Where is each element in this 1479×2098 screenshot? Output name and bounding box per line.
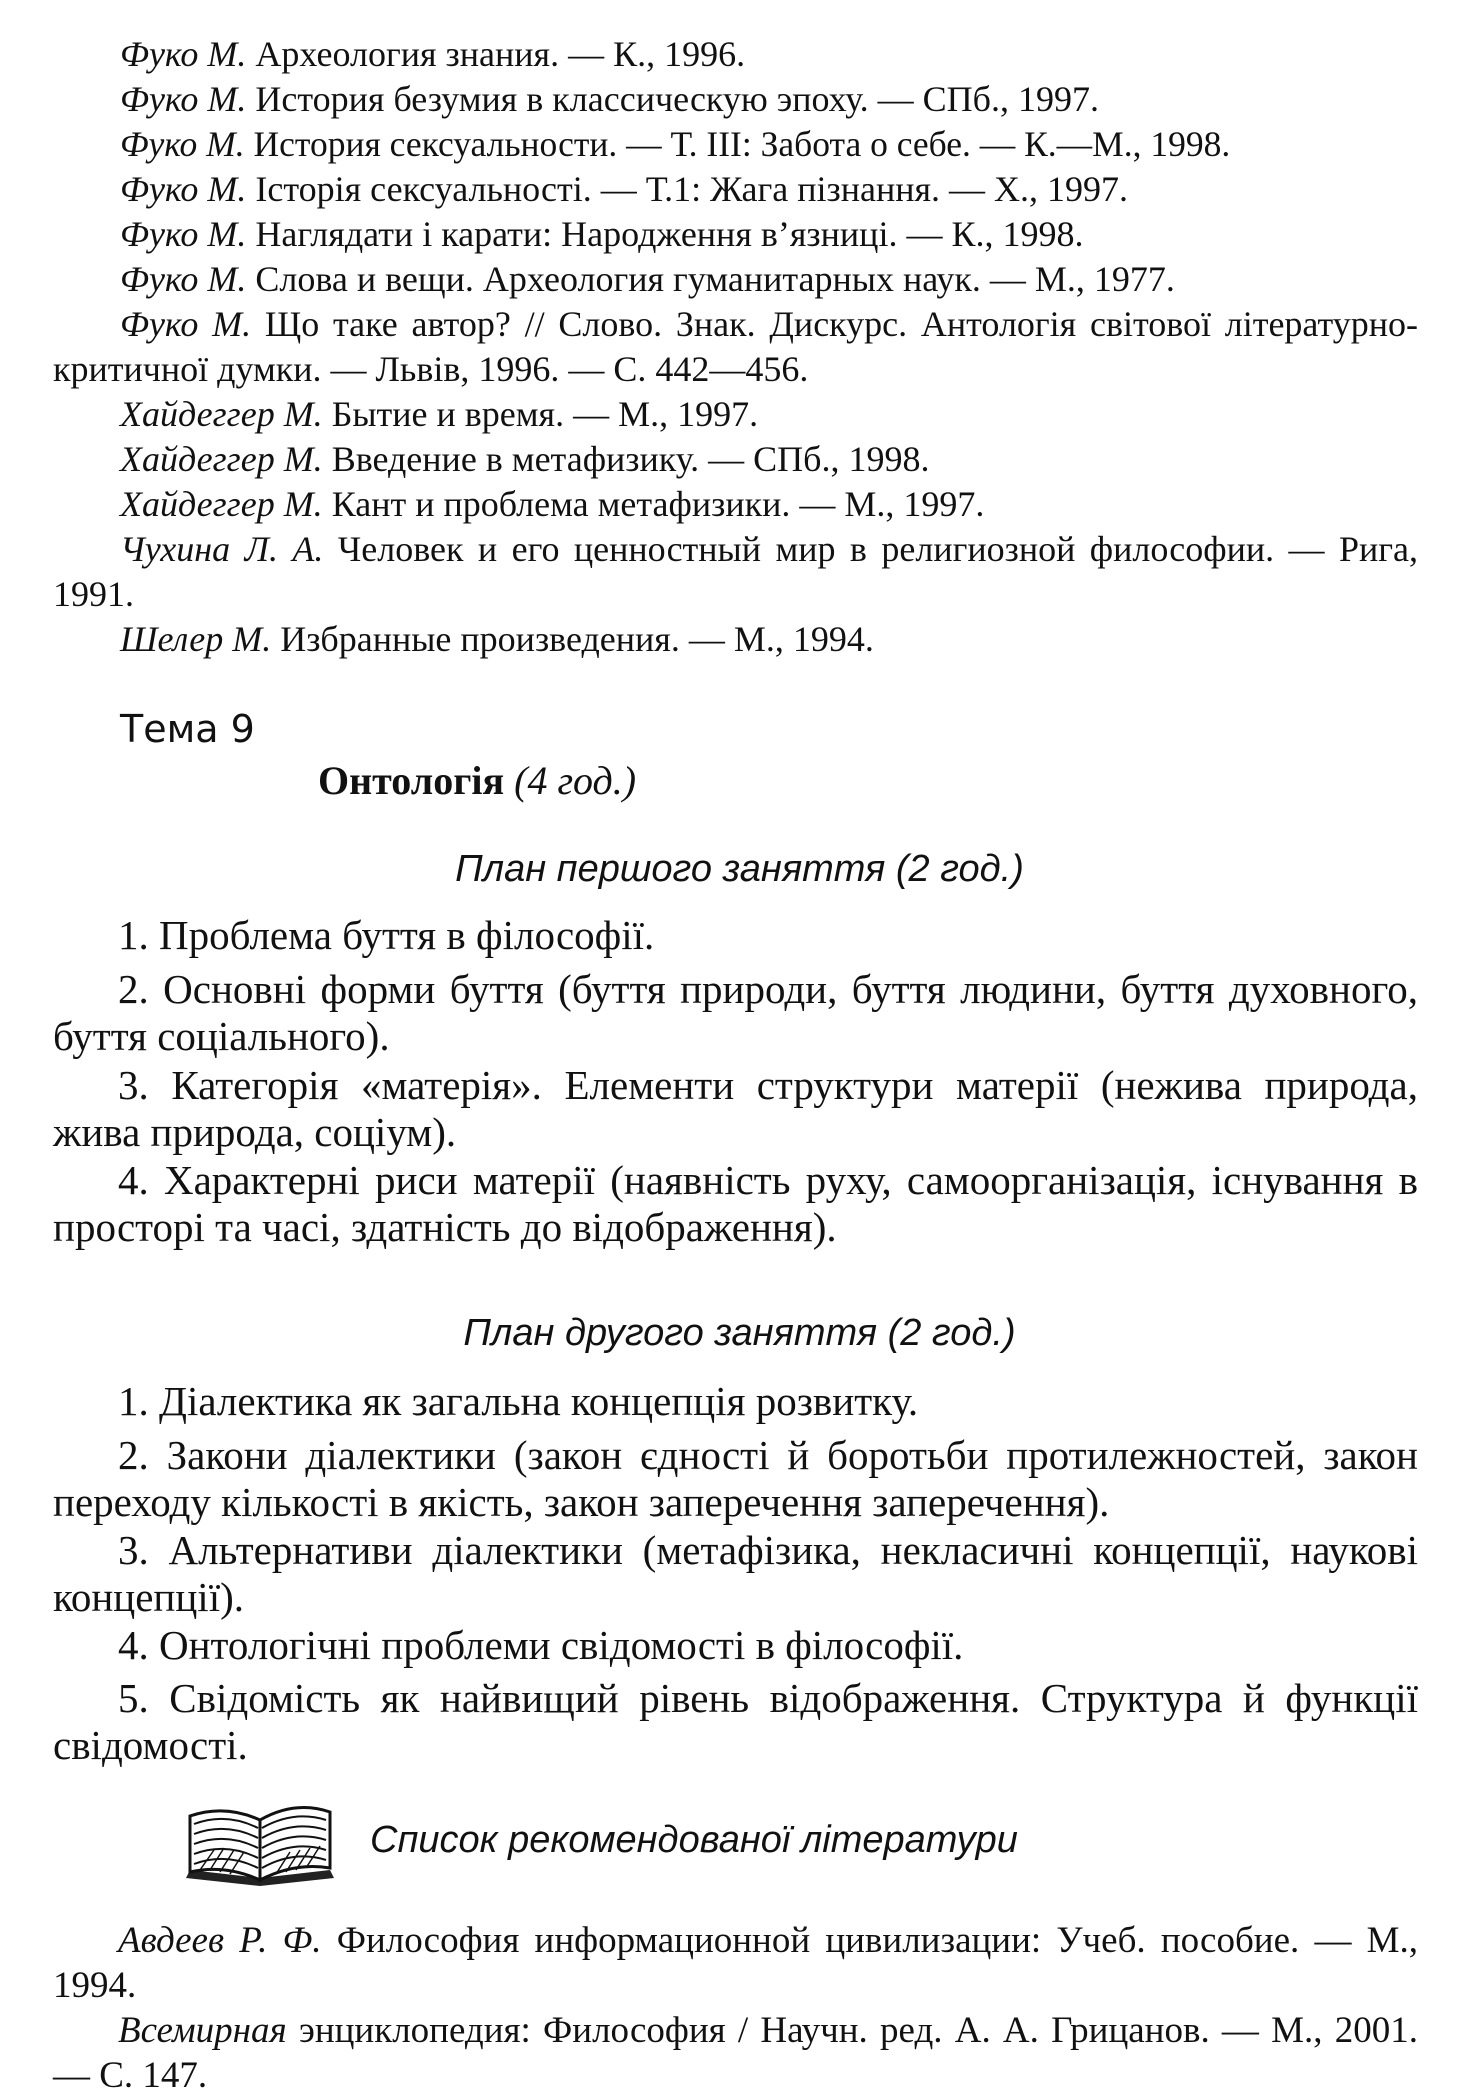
plan-first-item: 3. Категорія «матерія». Елементи структури матерії (нежива природа, жива природа, соціум).	[53, 1062, 1418, 1155]
reference-item: Фуко М. История сексуальности. — Т. III: Забота о себе. — К.—М., 1998.	[120, 124, 1231, 164]
literature-heading	[180, 1790, 1018, 1890]
reference-item: Шелер М. Избранные произведения. — М., 1994.	[120, 619, 874, 659]
plan-second-item: 5. Свідомість як найвищий рівень відображення. Структура й функції свідомості.	[53, 1675, 1418, 1768]
literature-item: Авдеев Р. Ф. Философия информационной цивилизации: Учеб. пособие. — М., 1994.	[53, 1920, 1419, 2006]
plan-second-item: 2. Закони діалектики (закон єдності й боротьби протилежностей, закон переходу кількості в якість, закон заперечення заперечення).	[53, 1432, 1418, 1525]
reference-item: Хайдеггер М. Кант и проблема метафизики. — М., 1997.	[120, 484, 985, 524]
reference-item: Фуко М. Наглядати і карати: Народження в’язниці. — К., 1998.	[120, 214, 1084, 254]
open-book-icon	[180, 1790, 340, 1890]
reference-item: Хайдеггер М. Введение в метафизику. — СПб., 1998.	[120, 439, 930, 479]
reference-item: Фуко М. Археология знания. — К., 1996.	[120, 34, 746, 74]
plan-second-item: 4. Онтологічні проблеми свідомості в філософії.	[118, 1622, 964, 1668]
reference-item: Фуко М. Що таке автор? // Слово. Знак. Дискурс. Антологія світової літературно-критичної думки. — Львів, 1996. — С. 442—456.	[53, 304, 1418, 389]
topic-label: Тема 9	[120, 707, 255, 751]
plan-second-item: 1. Діалектика як загальна концепція розвитку.	[118, 1378, 919, 1424]
literature-heading-text: Список рекомендованої літератури	[370, 1818, 1018, 1861]
literature-item: Всемирная энциклопедия: Философия / Научн. ред. А. А. Грицанов. — М., 2001. — С. 147.	[53, 2010, 1418, 2096]
plan-first-item: 1. Проблема буття в філософії.	[118, 912, 655, 958]
section-hours: (4 год.)	[514, 758, 637, 803]
plan-first-item: 4. Характерні риси матерії (наявність руху, самоорганізація, існування в просторі та часі, здатність до відображення).	[53, 1157, 1418, 1250]
plan-second-heading: План другого заняття (2 год.)	[463, 1312, 1016, 1354]
plan-first-item: 2. Основні форми буття (буття природи, буття людини, буття духовного, буття соціального).	[53, 966, 1418, 1059]
reference-item: Фуко М. Історія сексуальності. — Т.1: Жага пізнання. — Х., 1997.	[120, 169, 1129, 209]
reference-item: Фуко М. Слова и вещи. Археология гуманитарных наук. — М., 1977.	[120, 259, 1175, 299]
section-title	[318, 757, 636, 804]
reference-item: Фуко М. История безумия в классическую эпоху. — СПб., 1997.	[120, 79, 1099, 119]
reference-item: Хайдеггер М. Бытие и время. — М., 1997.	[120, 394, 759, 434]
plan-first-heading: План першого заняття (2 год.)	[455, 848, 1024, 890]
section-title-text: Онтологія	[318, 758, 505, 803]
plan-second-item: 3. Альтернативи діалектики (метафізика, некласичні концепції, наукові концепції).	[53, 1527, 1418, 1620]
reference-item: Чухина Л. А. Человек и его ценностный мир в религиозной философии. — Рига, 1991.	[53, 529, 1419, 614]
